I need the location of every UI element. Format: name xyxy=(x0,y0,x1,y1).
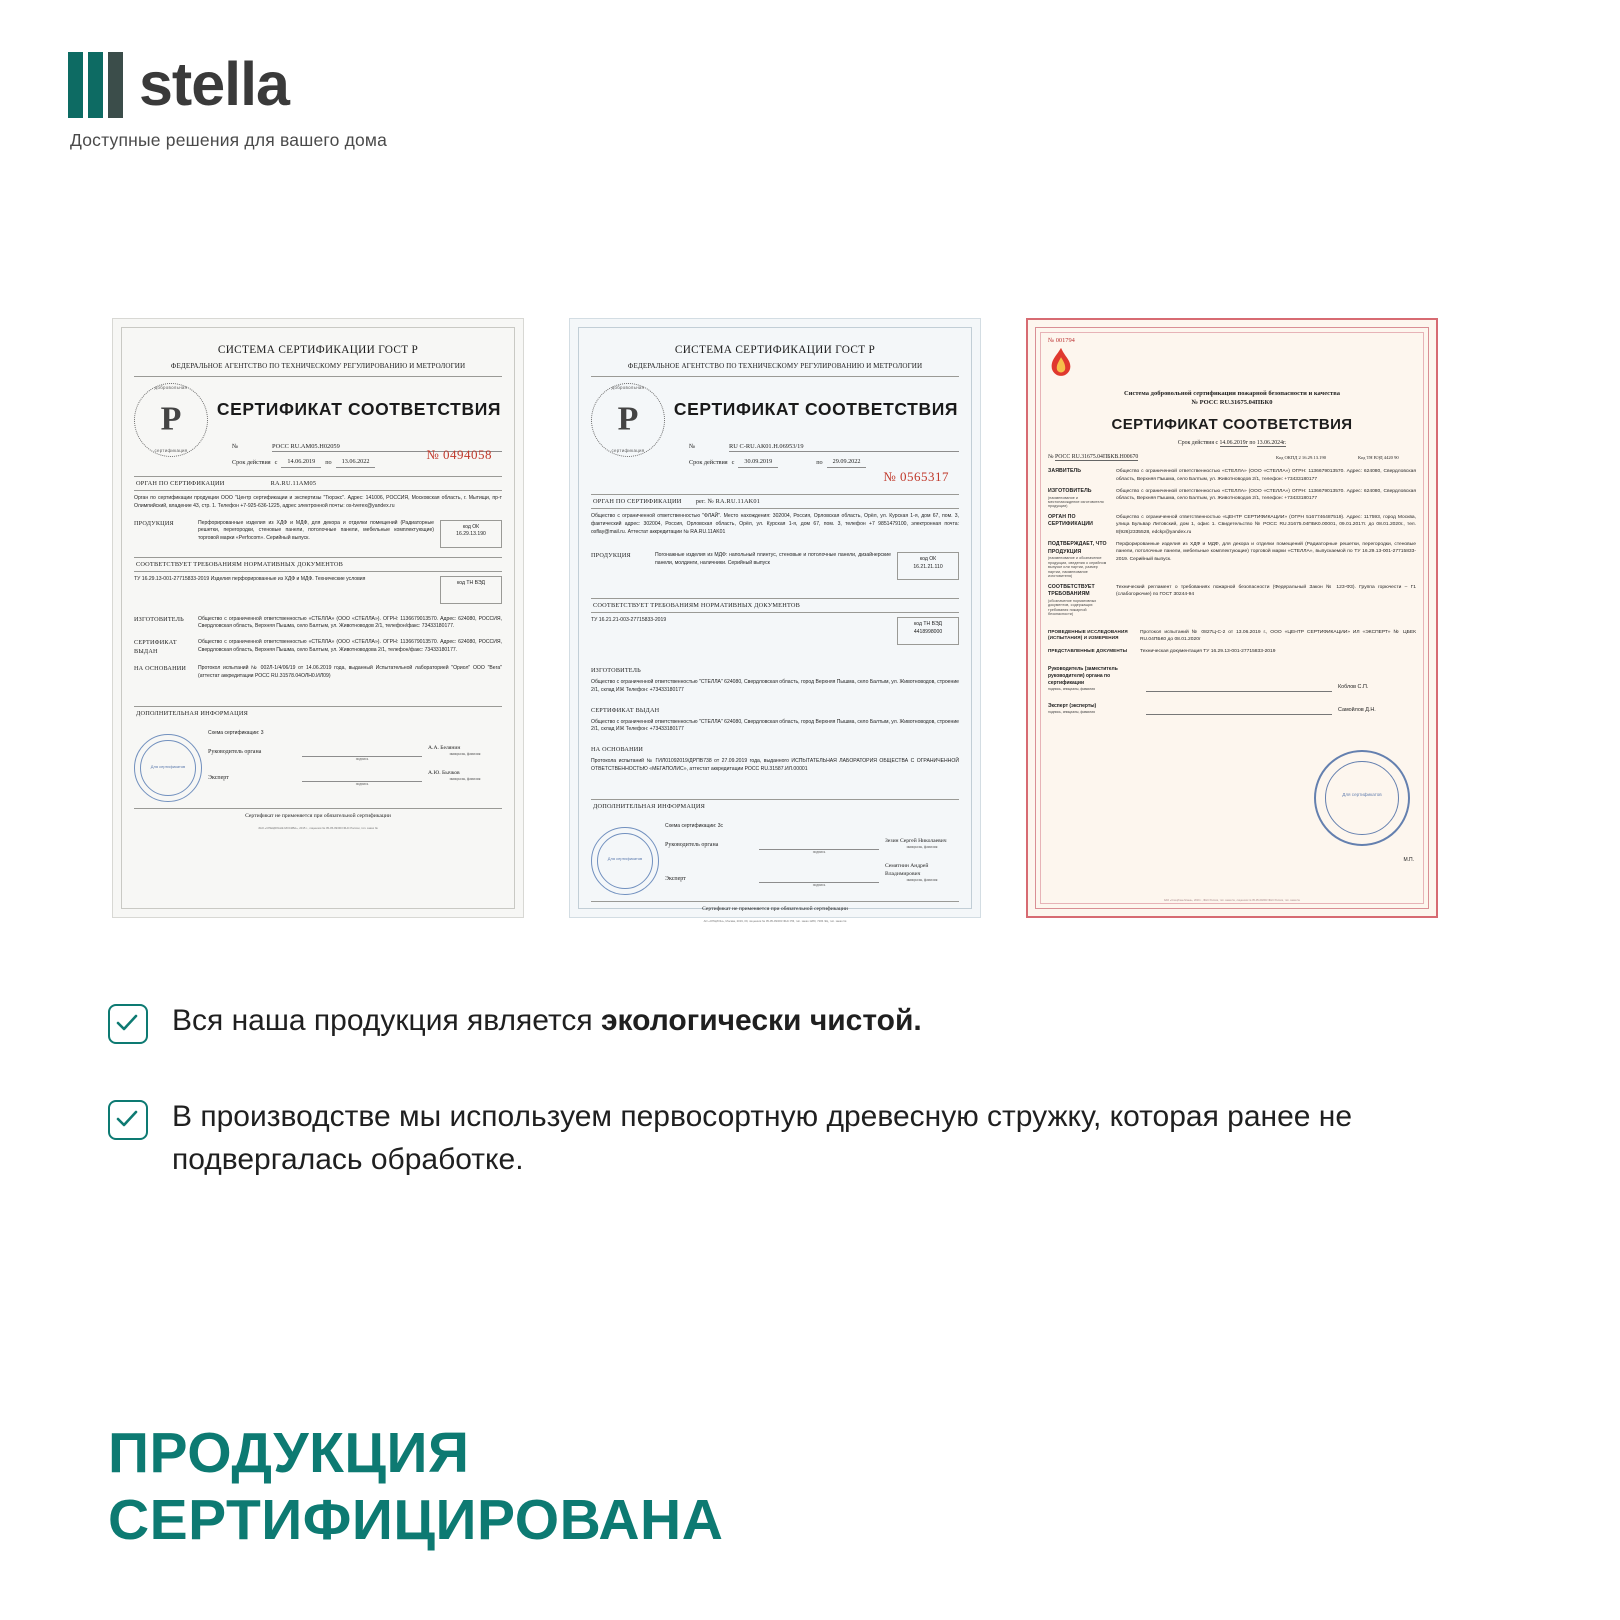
brand-name: stella xyxy=(139,49,289,118)
cert2-scheme-label: Схема сертификации: 3с xyxy=(665,823,723,830)
fire-system-title: Система добровольной сертификации пожарной безопасности и качества xyxy=(1124,389,1340,397)
fire-validity-row: Срок действия с 14.06.2019г по 13.06.2024г. xyxy=(1177,440,1287,447)
footer-headline-line1: ПРОДУКЦИЯ xyxy=(108,1420,470,1485)
fire-blank-number: № 001794 xyxy=(1048,337,1075,344)
cert1-sign-hint-2: подпись xyxy=(355,782,369,787)
fire-okpd: 16.29.13.190 xyxy=(1301,454,1327,460)
cert1-micro-text: ЗАО «СПЕЦБЛАНК-МОСКВА», 2015 г., лицензия № 05-05-09/003 ФНС России, тип. заказ № xyxy=(258,825,378,830)
cert1-basis-text: Протокол испытаний № 002Л-1/4/06/19 от 14.06.2019 года, выданный Испытательной лабораторией "Ориол" ООО "Вега" (аттестат аккредитации РОСС RU.31578.04ОЛН0.ИЛ09) xyxy=(198,665,502,679)
cert2-sign-hint-1: подпись xyxy=(812,849,826,854)
fire-applicant-text: Общество с ограниченной ответственностью «СТЕЛЛА» (ООО «СТЕЛЛА») ОГРН: 1136679013570. Адрес: 624080, Свердловская область, Верхняя Пышма, село Балтым, ул. Животноводов 2/1, телефон: +73433180177 xyxy=(1116,469,1416,482)
cert2-stamp-bottom: сертификация xyxy=(611,448,645,454)
cert1-sign-hint-1: подпись xyxy=(355,756,369,761)
cert1-agency: ФЕДЕРАЛЬНОЕ АГЕНТСТВО ПО ТЕХНИЧЕСКОМУ РЕГУЛИРОВАНИЮ И МЕТРОЛОГИИ xyxy=(134,361,502,376)
cert1-number-label: № xyxy=(232,443,239,451)
cert2-validity-label: Срок действия xyxy=(689,459,728,467)
fire-requirements-text: Технический регламент о требованиях пожарной безопасности (Федеральный Закон № 123-ФЗ). Группа горючести – Г1 (слабогорючие) по ГОСТ 30244-94 xyxy=(1116,584,1416,597)
cert1-product-label: ПРОДУКЦИЯ xyxy=(134,519,174,527)
cert2-sign2-role: Эксперт xyxy=(665,875,686,882)
cert1-body-reg: RA.RU.11AM05 xyxy=(270,480,317,488)
bullet-1-plain: Вся наша продукция является xyxy=(172,1004,601,1037)
cert2-maker-text: Общество с ограниченной ответственностью "СТЕЛЛА" 624080, Свердловская область, город Верхняя Пышма, село Балтым, ул. Животноводов, строение 2/1, склад ИЖ Телефон: +73433180177 xyxy=(591,679,960,694)
fire-research-label: ПРОВЕДЕННЫЕ ИССЛЕДОВАНИЯ (ИСПЫТАНИЯ) И ИЗМЕРЕНИЯ xyxy=(1048,628,1128,641)
cert1-tnved-code: код ТН ВЭД xyxy=(440,576,502,604)
fire-body-label: ОРГАН ПО СЕРТИФИКАЦИИ xyxy=(1048,513,1094,528)
cert1-validity-label: Срок действия xyxy=(232,459,271,467)
cert1-system-title: СИСТЕМА СЕРТИФИКАЦИИ ГОСТ Р xyxy=(217,344,419,356)
fire-valid-to: 13.06.2024г. xyxy=(1256,440,1287,447)
cert2-number-label: № xyxy=(689,443,696,451)
bullet-item-2 xyxy=(108,1096,1488,1181)
cert2-agency: ФЕДЕРАЛЬНОЕ АГЕНТСТВО ПО ТЕХНИЧЕСКОМУ РЕГУЛИРОВАНИЮ И МЕТРОЛОГИИ xyxy=(591,361,959,376)
fire-sign1-name: Коблов С.П. xyxy=(1338,684,1369,691)
cert1-valid-from: 14.06.2019 xyxy=(281,458,321,468)
fire-body-text: Общество с ограниченной ответственностью «ЦЕНТР СЕРТИФИКАЦИИ» (ОГРН 5167746487519). Адрес: 117593, город Москва, улица Бульвар Литовский, дом 1, офис 1. Свидетельство № РОСС RU.31675.04ПБК0.00001, 09.01.2017г. до 08.01.2020г., тел. 8(926)2335528, edckp@yandex.ru xyxy=(1116,514,1416,535)
check-icon xyxy=(108,1100,148,1140)
rst-mark-icon: добровольная P сертификация xyxy=(134,383,208,457)
certificate-card-gost-2[interactable]: СИСТЕМА СЕРТИФИКАЦИИ ГОСТ Р ФЕДЕРАЛЬНОЕ АГЕНТСТВО ПО ТЕХНИЧЕСКОМУ РЕГУЛИРОВАНИЮ И МЕТРОЛОГИИ добровольная P сертификация СЕРТИФИКАТ СООТВЕТСТВИЯ № RU C-RU.АК01.Н.06953/19 Срок действия с 30.09.2019 по 29.09.2022 № 0565317 ОРГАН ПО СЕРТИФИКАЦИИ рег. № RA.RU.11AK01 Общество с ограниченной ответственностью "ФЛАЙ". Место нахождения: 302004, Россия, Орловская область, Орёл, ул. Курская 1-я, дом 67, пом. 3, фактический адрес: 302004, Россия, Орловская область, Орёл, ул. Курская 1-я, дом 67, пом. 3, телефон +7 9851479100, электронная почта: osflay@mail.ru. Аттестат аккредитации № RA.RU.11AK01 ПРОДУКЦИЯ Погонажные изделия из МДФ: напольный плинтус, стеновые и потолочные панели, дизайнерские панели, молдинги, наличники. Серийный выпуск код ОК 16.21.21.110 СООТВЕТСТВУЕТ ТРЕБОВАНИЯМ НОРМАТИВНЫХ ДОКУМЕНТОВ ТУ 16.21.21-003-27715833-2019 код ТН ВЭД 4418998000 ИЗГОТОВИТЕЛЬ Общество с ограниченной ответственностью "СТЕЛЛА" 624080, Свердловская область, город Верхняя Пышма, село Балтым, ул. Животноводов, строение 2/1, склад ИЖ Телефон: +73433180177 СЕРТИФИКАТ ВЫДАН Общество с ограниченной ответственностью "СТЕЛЛА" 624080, Свердловская область, город Верхняя Пышма, село Балтым, ул. Животноводов, строение 2/1, склад ИЖ Телефон: +73433180177 НА ОСНОВАНИИ Протокола испытаний № ГИЛ01092019/ДРПВ738 от 27.09.2019 года, выданного ИСПЫТАТЕЛЬНАЯ ЛАБОРАТОРИЯ ОБЩЕСТВА С ОГРАНИЧЕННОЙ ОТВЕТСТВЕННОСТЬЮ «МЕГАПОЛИС», аттестат аккредитации РОСС RU.31587.ИЛ.00001 ДОПОЛНИТЕЛЬНАЯ ИНФОРМАЦИЯ Для сертификатов Схема сертификации: 3с Руководитель органа подпись Зезин Сергей Николаевич инициалы, фамилия Эксперт подпись Семятнин Андрей Владимирович инициалы, фамилия Сертификат не применяется при обязательной сертификации АО «ОПЦИОН», Москва, 2019, 09, лицензия № 05-05-09/003 ФНС РФ, тип. заказ 1280, 7284 ЭЦ, тип. заказ № xyxy=(569,318,981,918)
fire-requirements-label: СООТВЕТСТВУЕТ ТРЕБОВАНИЯМ (обозначение нормативных документов, содержащих требования пожарной безопасности) xyxy=(1048,583,1097,617)
cert1-body-label: ОРГАН ПО СЕРТИФИКАЦИИ RA.RU.11AM05 xyxy=(134,476,502,491)
cert2-micro-text: АО «ОПЦИОН», Москва, 2019, 09, лицензия № 05-05-09/003 ФНС РФ, тип. заказ 1280, 7284 ЭЦ, тип. заказ № xyxy=(703,918,847,923)
cert1-stamp-bottom: сертификация xyxy=(154,448,188,454)
cert2-basis-label: НА ОСНОВАНИИ xyxy=(591,746,644,753)
cert1-norms-label: СООТВЕТСТВУЕТ ТРЕБОВАНИЯМ НОРМАТИВНЫХ ДОКУМЕНТОВ xyxy=(134,557,502,572)
cert1-product-text: Перфорированные изделия из ХДФ и МДФ, для декора и отделки помещений (Радиаторные решетки, перегородки, стеновые панели, потолочные панели, мебельные комплектующие) торговой марки «Perfocom». Серийный выпуск. xyxy=(198,519,434,541)
cert2-valid-to-label: по xyxy=(816,459,823,467)
footer-headline-line2: СЕРТИФИЦИРОВАНА xyxy=(108,1487,724,1552)
fire-micro-text: ЗАО «Спецблан-бланк», 2016 г., ФНС России, тип. заказ №, лицензия № 05-05-09/003 ФНС России, тип. заказ № xyxy=(1163,899,1301,903)
check-icon xyxy=(108,1004,148,1044)
cert2-body-reg: рег. № RA.RU.11AK01 xyxy=(695,498,761,506)
feature-bullets xyxy=(108,1000,1488,1233)
cert2-footer: Сертификат не применяется при обязательной сертификации xyxy=(591,901,959,913)
cert1-valid-to: 13.06.2022 xyxy=(336,458,376,468)
fire-system-number: № РОСС RU.31675.04ПБК0 xyxy=(1191,398,1273,406)
certificate-card-gost-1[interactable]: СИСТЕМА СЕРТИФИКАЦИИ ГОСТ Р ФЕДЕРАЛЬНОЕ АГЕНТСТВО ПО ТЕХНИЧЕСКОМУ РЕГУЛИРОВАНИЮ И МЕТРОЛОГИИ добровольная P сертификация СЕРТИФИКАТ СООТВЕТСТВИЯ № РОСС RU.АМ05.Н02059 Срок действия с 14.06.2019 по 13.06.2022 № 0494058 ОРГАН ПО СЕРТИФИКАЦИИ RA.RU.11AM05 Орган по сертификации продукции ООО "Центр сертификации и экспертизы "Тюрэкс". Адрес: 141006, РОССИЯ, Московская область, г. Мытищи, пр-т Олимпийский, владение 43, стр. 1. Телефон +7-925-636-1225, адрес электронной почты: os-tverex@yandex.ru ПРОДУКЦИЯ Перфорированные изделия из ХДФ и МДФ, для декора и отделки помещений (Радиаторные решетки, перегородки, стеновые панели, потолочные панели, мебельные комплектующие) торговой марки «Perfocom». Серийный выпуск. код ОК 16.29.13.190 СООТВЕТСТВУЕТ ТРЕБОВАНИЯМ НОРМАТИВНЫХ ДОКУМЕНТОВ ТУ 16.29.13-001-27715833-2019 Изделия перфорированные из ХДФ и МДФ. Технические условия код ТН ВЭД ИЗГОТОВИТЕЛЬ Общество с ограниченной ответственностью «СТЕЛЛА» (ООО «СТЕЛЛА»). ОГРН: 1136679013570. Адрес: 624080, РОССИЯ, Свердловская область, Верхняя Пышма, село Балтым, ул. Животноводов 2/1, телефон/факс: 73433180177. СЕРТИФИКАТ ВЫДАН Общество с ограниченной ответственностью «СТЕЛЛА» (ООО «СТЕЛЛА»). ОГРН: 1136679013570. Адрес: 624080, РОССИЯ, Свердловская область, Верхняя Пышма, село Балтым, ул. Животноводова 2/1, телефон/факс: 73433180177. НА ОСНОВАНИИ Протокол испытаний № 002Л-1/4/06/19 от 14.06.2019 года, выданный Испытательной лабораторией "Ориол" ООО "Вега" (аттестат аккредитации РОСС RU.31578.04ОЛН0.ИЛ09) ДОПОЛНИТЕЛЬНАЯ ИНФОРМАЦИЯ Для сертификатов Схема сертификации: 3 Руководитель органа подпись А.А. Белянин инициалы, фамилия Эксперт подпись А.Ю. Бычков инициалы, фамилия Сертификат не применяется при обязательной сертификации ЗАО «СПЕЦБЛАНК-МОСКВА», 2015 г., лицензия № 05-05-09/003 ФНС России, тип. заказ № xyxy=(112,318,524,918)
cert1-maker-text: Общество с ограниченной ответственностью «СТЕЛЛА» (ООО «СТЕЛЛА»). ОГРН: 1136679013570. Адрес: 624080, РОССИЯ, Свердловская область, Верхняя Пышма, село Балтым, ул. Животноводов 2/1, телефон/факс: 73433180177. xyxy=(198,615,502,630)
cert2-product-label: ПРОДУКЦИЯ xyxy=(591,552,631,560)
cert1-norms-text: ТУ 16.29.13-001-27715833-2019 Изделия перфорированные из ХДФ и МДФ. Технические условия xyxy=(134,575,366,582)
fire-signature-block xyxy=(1048,666,1416,716)
certificate-card-fire-safety[interactable]: № 001794 Система добровольной сертификации пожарной безопасности и качества № РОСС RU.31675.04ПБК0 СЕРТИФИКАТ СООТВЕТСТВИЯ Срок действия с 14.06.2019г по 13.06.2024г. № РОСС RU.31675.04ПБКВ.Н00670 Код ОКПД 2 16.29.13.190 Код ТН ВЭД 4420 90 ЗАЯВИТЕЛЬ Общество с ограниченной ответственностью «СТЕЛЛА» (ООО «СТЕЛЛА») ОГРН: 1136679013570. Адрес: 624080, Свердловская область, Верхняя Пышма, село Балтым, ул. Животноводов 2/1, телефон: +73433180177 ИЗГОТОВИТЕЛЬ (наименование и местонахождение изготовителя продукции) Общество с ограниченной ответственностью «СТЕЛЛА» (ООО «СТЕЛЛА») ОГРН: 1136679013570. Адрес: 624080, Свердловская область, Верхняя Пышма, село Балтым, ул. Животноводов 2/1, телефон: +73433180177 ОРГАН ПО СЕРТИФИКАЦИИ Общество с ограниченной ответственностью «ЦЕНТР СЕРТИФИКАЦИИ» (ОГРН 5167746487519). Адрес: 117593, город Москва, улица Бульвар Литовский, дом 1, офис 1. Свидетельство № РОСС RU.31675.04ПБК0.00001, 09.01.2017г. до 08.01.2020г., тел. 8(926)2335528, edckp@yandex.ru ПОДТВЕРЖДАЕТ, ЧТО ПРОДУКЦИЯ (наименование и обозначение продукции, сведения о серийном выпуске или партии, размер партии, наименование изготовителя) Перфорированные изделия из ХДФ и МДФ, для декора и отделки помещений (Радиаторные решетки, перегородки, стеновые панели, потолочные панели, мебельные комплектующие) торговой марки «СТЕЛЛА», выпускаемой по ТУ 16.29.13-001-27715833-2019. Серийный выпуск. СООТВЕТСТВУЕТ ТРЕБОВАНИЯМ (обозначение нормативных документов, содержащих требования пожарной безопасности) Технический регламент о требованиях пожарной безопасности (Федеральный Закон № 123-ФЗ). Группа горючести – Г1 (слабогорючие) по ГОСТ 30244-94 ПРОВЕДЕННЫЕ ИССЛЕДОВАНИЯ (ИСПЫТАНИЯ) И ИЗМЕРЕНИЯ Протокол испытаний № 0827Ц-С-2 от 13.06.2019 г., ООО «ЦЕНТР СЕРТИФИКАЦИИ» ИЛ «ЭКСПЕРТ» № ЦБЕК RU.04ПБК0 до 08.01.2020г ПРЕДСТАВЛЕННЫЕ ДОКУМЕНТЫ Техническая документация ТУ 16.29.13-001-27715833-2019 Для сертификатов Руководитель (заместитель руководителя) органа по сертификации подпись, инициалы, фамилия Коблов С.П. Эксперт (эксперты) подпись, инициалы, фамилия Самойлов Д.Н. М.П. ЗАО «Спецблан-бланк», 2016 г., ФНС России, тип. заказ №, лицензия № 05-05-09/003 ФНС России, тип. заказ № xyxy=(1026,318,1438,918)
cert2-sign1-name: Зезин Сергей Николаевич xyxy=(885,837,947,844)
cert1-blue-stamp-icon xyxy=(134,734,202,802)
footer-headline xyxy=(108,1420,723,1555)
fire-blue-stamp-icon xyxy=(1314,750,1410,846)
cert1-stamp-top: добровольная xyxy=(154,384,188,390)
fire-sign1-role: Руководитель (заместитель руководителя) органа по сертификации подпись, инициалы, фамилия xyxy=(1048,665,1118,692)
certificates-gallery xyxy=(112,318,1512,923)
cert2-title: СЕРТИФИКАТ СООТВЕТСТВИЯ xyxy=(673,398,959,419)
cert2-body-text: Общество с ограниченной ответственностью "ФЛАЙ". Место нахождения: 302004, Россия, Орловская область, Орёл, ул. Курская 1-я, дом 67, пом. 3, фактический адрес: 302004, Россия, Орловская область, Орёл, ул. Курская 1-я, дом 67, пом. 3, телефон +7 9851479100, электронная почта: osflay@mail.ru. Аттестат аккредитации № RA.RU.11AK01 xyxy=(591,513,959,535)
cert1-body-text: Орган по сертификации продукции ООО "Центр сертификации и экспертизы "Тюрэкс". Адрес: 141006, РОССИЯ, Московская область, г. Мытищи, пр-т Олимпийский, владение 43, стр. 1. Телефон +7-925-636-1225, адрес электронной почты: os-tverex@yandex.ru xyxy=(134,495,502,510)
fire-maker-text: Общество с ограниченной ответственностью «СТЕЛЛА» (ООО «СТЕЛЛА») ОГРН: 1136679013570. Адрес: 624080, Свердловская область, Верхняя Пышма, село Балтым, ул. Животноводов 2/1, телефон: +73433180177 xyxy=(1116,488,1416,502)
fire-docs-text: Техническая документация ТУ 16.29.13-001-27715833-2019 xyxy=(1140,649,1276,655)
fire-sign2-name: Самойлов Д.Н. xyxy=(1338,707,1376,714)
cert1-extra-label: ДОПОЛНИТЕЛЬНАЯ ИНФОРМАЦИЯ xyxy=(134,706,502,720)
cert2-blue-stamp-icon xyxy=(591,827,659,895)
cert2-tnved-code: код ТН ВЭД 4418998000 xyxy=(897,617,959,645)
cert1-issued-text: Общество с ограниченной ответственностью «СТЕЛЛА» (ООО «СТЕЛЛА»). ОГРН: 1136679013570. Адрес: 624080, РОССИЯ, Свердловская область, Верхняя Пышма, село Балтым, ул. Животноводова 2/1, телефон/факс: 73433180177. xyxy=(198,639,502,653)
brand-row xyxy=(68,49,387,118)
bullet-text-1 xyxy=(172,1000,922,1043)
cert2-sign1-role: Руководитель органа xyxy=(665,842,719,849)
cert1-valid-from-label: с xyxy=(274,459,278,467)
cert1-stamp-blue-text: Для сертификатов xyxy=(150,763,186,769)
cert2-sign-hint-2: подпись xyxy=(812,883,826,888)
cert1-number: РОСС RU.АМ05.Н02059 xyxy=(272,442,502,452)
cert2-ok-code: код ОК 16.21.21.110 xyxy=(897,552,959,580)
cert2-product-text: Погонажные изделия из МДФ: напольный плинтус, стеновые и потолочные панели, дизайнерские панели, молдинги, наличники. Серийный выпуск xyxy=(655,552,891,566)
cert1-basis-label: НА ОСНОВАНИИ xyxy=(134,665,187,673)
cert2-issued-text: Общество с ограниченной ответственностью "СТЕЛЛА" 624080, Свердловская область, город Верхняя Пышма, село Балтым, ул. Животноводов, строение 2/1, склад ИЖ Телефон: +73433180177 xyxy=(591,718,960,733)
cert2-valid-to: 29.09.2022 xyxy=(827,458,867,468)
cert1-scheme-label: Схема сертификации: 3 xyxy=(208,730,264,737)
cert2-extra-label: ДОПОЛНИТЕЛЬНАЯ ИНФОРМАЦИЯ xyxy=(591,799,959,813)
cert1-sign1-role: Руководитель органа xyxy=(208,749,262,756)
rst-mark-icon: добровольная P сертификация xyxy=(591,383,665,457)
fire-maker-label: ИЗГОТОВИТЕЛЬ (наименование и местонахождение изготовителя продукции) xyxy=(1048,487,1104,509)
fire-confirm-label: ПОДТВЕРЖДАЕТ, ЧТО ПРОДУКЦИЯ (наименование и обозначение продукции, сведения о серийном выпуске или партии, размер партии, наименование изготовителя) xyxy=(1048,541,1107,579)
cert2-blank-number: № 0565317 xyxy=(883,469,949,484)
cert1-blank-number: № 0494058 xyxy=(426,447,492,462)
cert1-sign2-role: Эксперт xyxy=(208,774,229,781)
fire-sign2-role: Эксперт (эксперты) подпись, инициалы, фамилия xyxy=(1048,703,1097,715)
fire-number: РОСС RU.31675.04ПБКВ.Н00670 xyxy=(1054,453,1139,460)
cert2-valid-from: 30.09.2019 xyxy=(738,458,778,468)
cert2-norms-text: ТУ 16.21.21-003-27715833-2019 xyxy=(591,617,667,624)
brand-tagline: Доступные решения для вашего дома xyxy=(70,130,388,150)
bullet-item-1 xyxy=(108,1000,1488,1044)
cert2-stamp-blue-text: Для сертификатов xyxy=(607,856,643,862)
cert2-stamp-top: добровольная xyxy=(611,384,645,390)
fire-stamp-text: Для сертификатов xyxy=(1342,792,1382,798)
fire-confirm-text: Перфорированные изделия из ХДФ и МДФ, для декора и отделки помещений (Радиаторные решетки, перегородки, стеновые панели, потолочные панели, мебельные комплектующие) торговой марки «СТЕЛЛА», выпускаемой по ТУ 16.29.13-001-27715833-2019. Серийный выпуск. xyxy=(1116,542,1416,562)
cert2-maker-label: ИЗГОТОВИТЕЛЬ xyxy=(591,667,641,675)
fire-title: СЕРТИФИКАТ СООТВЕТСТВИЯ xyxy=(1111,415,1353,433)
brand-header xyxy=(68,49,388,151)
fire-research-text: Протокол испытаний № 0827Ц-С-2 от 13.06.2019 г., ООО «ЦЕНТР СЕРТИФИКАЦИИ» ИЛ «ЭКСПЕРТ» № ЦБЕК RU.04ПБК0 до 08.01.2020г xyxy=(1140,629,1416,642)
fire-applicant-label: ЗАЯВИТЕЛЬ xyxy=(1048,468,1082,475)
cert1-maker-label: ИЗГОТОВИТЕЛЬ xyxy=(134,615,184,623)
cert2-norms-label: СООТВЕТСТВУЕТ ТРЕБОВАНИЯМ НОРМАТИВНЫХ ДОКУМЕНТОВ xyxy=(591,598,959,613)
cert1-valid-to-label: по xyxy=(325,459,332,467)
cert1-sign2-name: А.Ю. Бычков xyxy=(428,770,460,777)
cert1-ok-code: код ОК 16.29.13.190 xyxy=(440,520,502,548)
cert1-title: СЕРТИФИКАТ СООТВЕТСТВИЯ xyxy=(216,398,502,419)
flame-icon xyxy=(1048,347,1074,381)
cert2-valid-from-label: с xyxy=(731,459,735,467)
cert2-basis-text: Протокола испытаний № ГИЛ01092019/ДРПВ738 от 27.09.2019 года, выданного ИСПЫТАТЕЛЬНАЯ ЛАБОРАТОРИЯ ОБЩЕСТВА С ОГРАНИЧЕННОЙ ОТВЕТСТВЕННОСТЬЮ «МЕГАПОЛИС», аттестат аккредитации РОСС RU.31587.ИЛ.00001 xyxy=(591,757,959,772)
cert2-sign2-name: Семятнин Андрей Владимирович xyxy=(885,862,929,878)
cert1-footer: Сертификат не применяется при обязательной сертификации xyxy=(134,808,502,820)
cert2-system-title: СИСТЕМА СЕРТИФИКАЦИИ ГОСТ Р xyxy=(674,344,876,356)
cert1-issued-label: СЕРТИФИКАТ ВЫДАН xyxy=(134,639,177,656)
cert2-issued-label: СЕРТИФИКАТ ВЫДАН xyxy=(591,706,660,714)
bullet-1-bold: экологически чистой. xyxy=(600,1004,922,1037)
cert1-sign1-name: А.А. Белянин xyxy=(428,744,461,751)
bullet-text-2: В производстве мы используем первосортную древесную стружку, которая ранее не подвергалась обработке. xyxy=(172,1100,1353,1176)
stella-logo-icon xyxy=(68,52,123,118)
fire-mp-label: М.П. xyxy=(1403,856,1414,863)
cert2-body-label: ОРГАН ПО СЕРТИФИКАЦИИ рег. № RA.RU.11AK01 xyxy=(591,494,959,509)
fire-valid-from: 14.06.2019г xyxy=(1219,440,1248,447)
fire-docs-label: ПРЕДСТАВЛЕННЫЕ ДОКУМЕНТЫ xyxy=(1048,648,1128,654)
fire-tnved: 4420 90 xyxy=(1383,454,1399,460)
cert2-number: RU C-RU.АК01.Н.06953/19 xyxy=(729,442,959,452)
